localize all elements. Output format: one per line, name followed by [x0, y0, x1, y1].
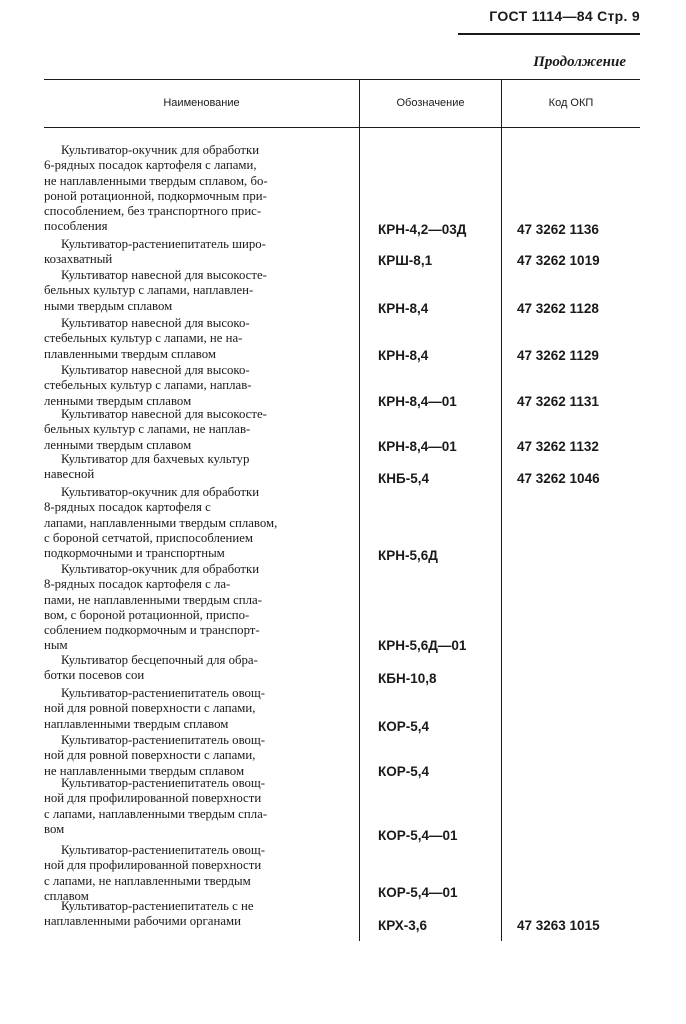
name-line: с бороной сетчатой, приспособлением [44, 530, 253, 545]
name-line: Культиватор бесцепочный для обра- [61, 653, 258, 667]
name-line: Культиватор-окучник для обработки [61, 485, 260, 499]
name-line: вом [44, 821, 65, 836]
table-header-bottom-rule [44, 127, 640, 128]
row-6-designation: КРН-8,4—01 [378, 439, 457, 454]
name-line: Культиватор-растениепитатель овощ- [61, 776, 266, 790]
column-header-okp-code: Код ОКП [548, 97, 594, 109]
row-2-designation: КРШ-8,1 [378, 253, 433, 268]
name-line: подкормочными и транспортным [44, 546, 225, 561]
name-line: не наплавленными твердым сплавом, бо- [44, 173, 268, 188]
name-line: 8-рядных посадок картофеля с ла- [44, 577, 231, 592]
name-line: ботки посевов сои [44, 668, 145, 683]
name-line: Культиватор навесной для высоко- [61, 363, 250, 377]
name-line: способлением, без транспортного прис- [44, 204, 262, 219]
header-rule [458, 33, 640, 35]
row-8-designation: КРН-5,6Д [378, 548, 438, 563]
name-line: пами, не наплавленными твердым спла- [44, 592, 262, 607]
row-1-designation: КРН-4,2—03Д [378, 222, 467, 237]
name-line: бельных культур с лапами, не наплав- [44, 422, 251, 437]
name-line: Культиватор навесной для высокосте- [61, 407, 267, 421]
name-line: наплавленными рабочими органами [44, 914, 241, 929]
name-line: Культиватор-растениепитатель овощ- [61, 686, 266, 700]
name-line: вом, с бороной ротационной, приспо- [44, 607, 250, 622]
row-5-name [44, 363, 344, 409]
name-line: ной для ровной поверхности с лапами, [44, 701, 256, 716]
name-line: Культиватор-растениепитатель широ- [61, 237, 266, 251]
name-line: Культиватор-окучник для обработки [61, 562, 260, 576]
row-7-name [44, 452, 344, 483]
name-line: Культиватор-растениепитатель овощ- [61, 843, 266, 857]
name-line: роной ротационной, подкормочным при- [44, 188, 267, 203]
row-10-name [44, 653, 344, 684]
row-11-name [44, 686, 344, 732]
name-line: с лапами, не наплавленными твердым [44, 873, 251, 888]
column-header-designation: Обозначение [396, 97, 465, 109]
row-5-okp-code: 47 3262 1131 [517, 394, 599, 409]
row-2-okp-code: 47 3262 1019 [517, 253, 600, 268]
row-9-designation: КРН-5,6Д—01 [378, 638, 467, 653]
name-line: бельных культур с лапами, наплавлен- [44, 283, 254, 298]
row-4-name [44, 316, 344, 362]
name-line: Культиватор-растениепитатель с не [61, 899, 254, 913]
row-4-okp-code: 47 3262 1129 [517, 348, 599, 363]
row-13-name [44, 776, 344, 837]
name-line: Культиватор навесной для высокосте- [61, 268, 267, 282]
name-line: Культиватор-окучник для обработки [61, 143, 260, 157]
row-13-designation: КОР-5,4—01 [378, 828, 458, 843]
row-7-okp-code: 47 3262 1046 [517, 471, 600, 486]
name-line: Культиватор-растениепитатель овощ- [61, 733, 266, 747]
row-3-designation: КРН-8,4 [378, 301, 429, 316]
name-line: ленными твердым сплавом [44, 437, 192, 452]
row-1-okp-code: 47 3262 1136 [517, 222, 599, 237]
name-line: ными твердым сплавом [44, 298, 173, 313]
row-9-name [44, 562, 344, 654]
name-line: 8-рядных посадок картофеля с [44, 500, 211, 515]
row-14-name [44, 843, 344, 904]
name-line: ной для ровной поверхности с лапами, [44, 748, 256, 763]
name-line: ной для профилированной поверхности [44, 858, 262, 873]
table-top-rule [44, 79, 640, 80]
name-line: ленными твердым сплавом [44, 393, 192, 408]
name-line: навесной [44, 467, 95, 482]
row-6-name [44, 407, 344, 453]
name-line: стебельных культур с лапами, не на- [44, 331, 243, 346]
name-line: стебельных культур с лапами, наплав- [44, 378, 252, 393]
name-line: наплавленными твердым сплавом [44, 716, 229, 731]
name-line: не наплавленными твердым сплавом [44, 763, 245, 778]
row-2-name [44, 237, 344, 268]
row-15-designation: КРХ-3,6 [378, 918, 427, 933]
name-line: плавленными твердым сплавом [44, 346, 216, 361]
name-line: соблением подкормочным и транспорт- [44, 623, 260, 638]
row-1-name [44, 143, 344, 235]
row-3-okp-code: 47 3262 1128 [517, 301, 599, 316]
row-4-designation: КРН-8,4 [378, 348, 429, 363]
name-line: ной для профилированной поверхности [44, 791, 262, 806]
continued-label: Продолжение [533, 54, 626, 70]
row-11-designation: КОР-5,4 [378, 719, 430, 734]
column-divider-2 [501, 79, 502, 941]
row-6-okp-code: 47 3262 1132 [517, 439, 599, 454]
name-line: ным [44, 638, 68, 653]
name-line: 6-рядных посадок картофеля с лапами, [44, 158, 257, 173]
page-header-standard: ГОСТ 1114—84 Стр. 9 [489, 8, 640, 24]
name-line: Культиватор для бахчевых культур [61, 452, 250, 466]
name-line: лапами, наплавленными твердым сплавом, [44, 515, 278, 530]
name-line: пособления [44, 219, 108, 234]
row-5-designation: КРН-8,4—01 [378, 394, 457, 409]
row-10-designation: КБН-10,8 [378, 671, 437, 686]
name-line: козахватный [44, 252, 113, 267]
row-7-designation: КНБ-5,4 [378, 471, 429, 486]
row-8-name [44, 485, 344, 561]
column-header-name: Наименование [163, 97, 240, 109]
row-14-designation: КОР-5,4—01 [378, 885, 458, 900]
row-15-okp-code: 47 3263 1015 [517, 918, 600, 933]
row-12-designation: КОР-5,4 [378, 764, 430, 779]
row-15-name [44, 899, 344, 930]
column-divider-1 [359, 79, 360, 941]
name-line: Культиватор навесной для высоко- [61, 316, 250, 330]
name-line: сплавом [44, 888, 89, 903]
row-3-name [44, 268, 344, 314]
row-12-name [44, 733, 344, 779]
name-line: с лапами, наплавленными твердым спла- [44, 806, 268, 821]
